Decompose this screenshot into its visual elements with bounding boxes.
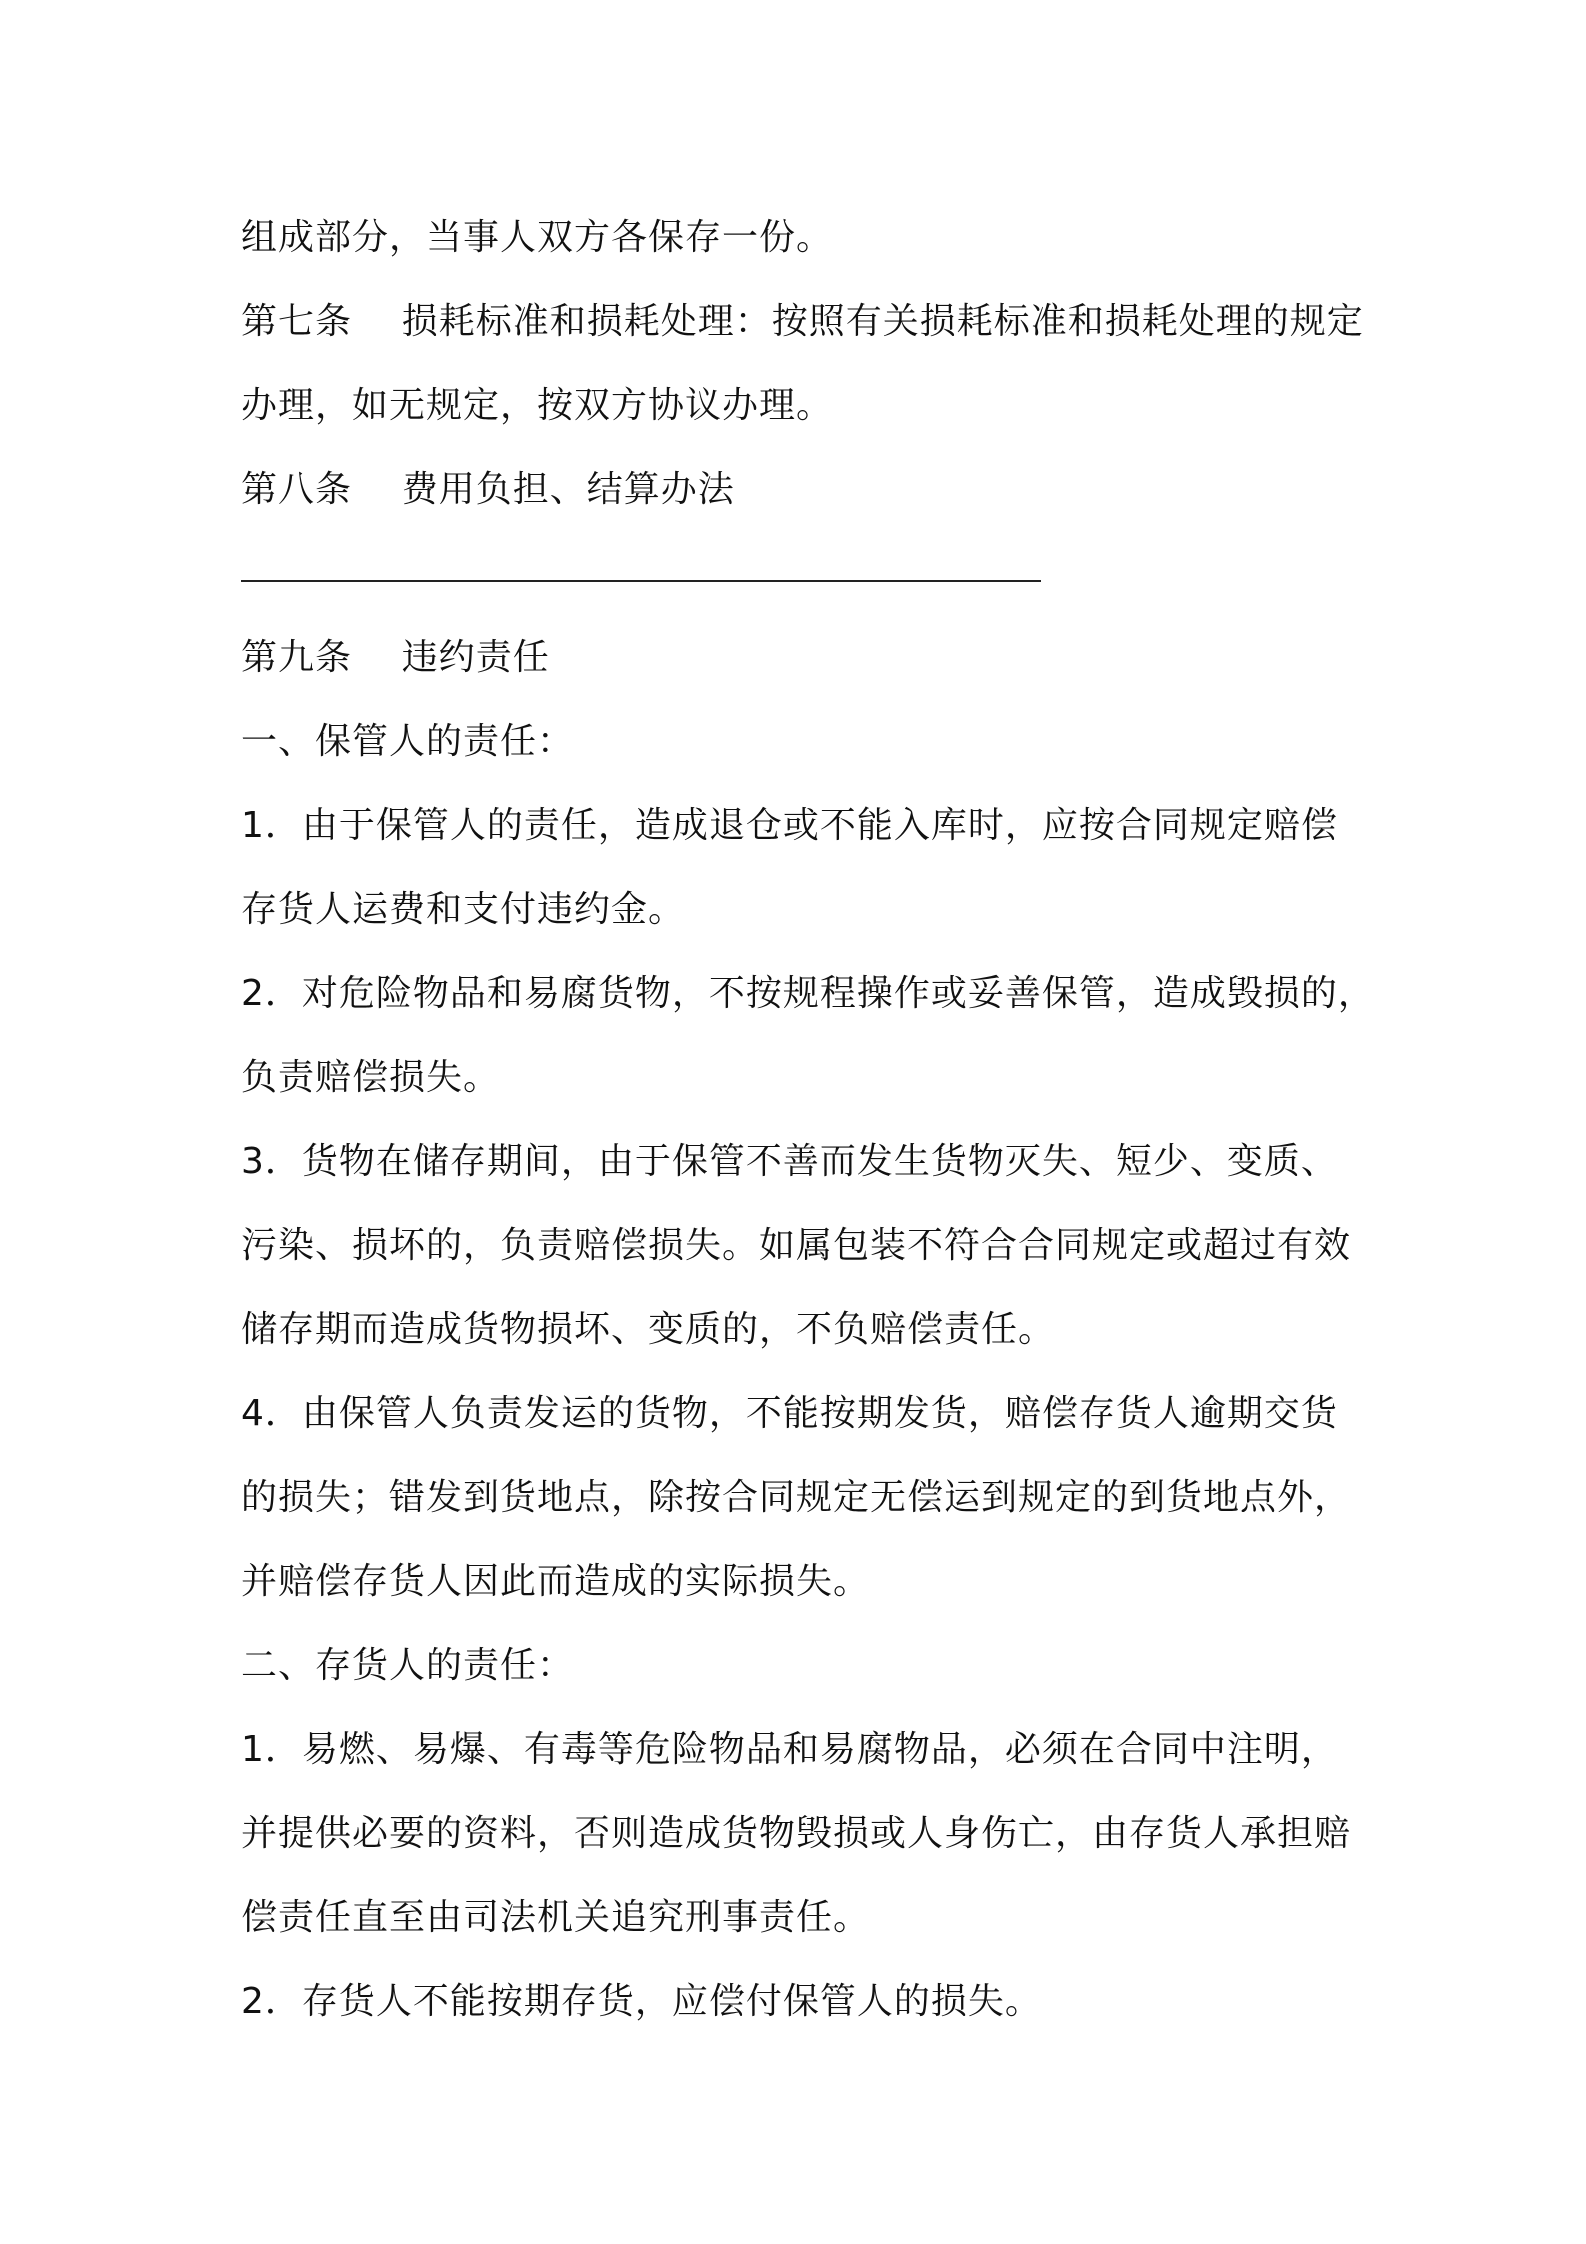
- text-line: 并赔偿存货人因此而造成的实际损失。: [241, 1561, 871, 1602]
- text-line: 并提供必要的资料，否则造成货物毁损或人身伤亡，由存货人承担赔: [241, 1813, 1352, 1854]
- text-line: 3．货物在储存期间，由于保管不善而发生货物灭失、短少、变质、: [241, 1141, 1338, 1182]
- blank-fill-line: [241, 580, 1041, 582]
- text-line: 存货人运费和支付违约金。: [241, 889, 686, 930]
- text-line: 储存期而造成货物损坏、变质的，不负赔偿责任。: [241, 1309, 1056, 1350]
- article-9-heading: 第九条 违约责任: [241, 637, 550, 678]
- document-body: [241, 196, 1375, 2044]
- text-line: 2．对危险物品和易腐货物，不按规程操作或妥善保管，造成毁损的，: [241, 973, 1375, 1014]
- article-7-line: 第七条 损耗标准和损耗处理：按照有关损耗标准和损耗处理的规定: [241, 301, 1364, 342]
- text-line: 1．由于保管人的责任，造成退仓或不能入库时，应按合同规定赔偿: [241, 805, 1338, 846]
- text-line: 2．存货人不能按期存货，应偿付保管人的损失。: [241, 1981, 1042, 2022]
- text-line: 办理，如无规定，按双方协议办理。: [241, 385, 834, 426]
- text-line: 偿责任直至由司法机关追究刑事责任。: [241, 1897, 871, 1938]
- text-line: 负责赔偿损失。: [241, 1057, 501, 1098]
- article-8-heading: 第八条 费用负担、结算办法: [241, 469, 735, 510]
- text-line: 污染、损坏的，负责赔偿损失。如属包装不符合合同规定或超过有效: [241, 1225, 1352, 1266]
- text-line: 的损失；错发到货地点，除按合同规定无偿运到规定的到货地点外，: [241, 1477, 1352, 1518]
- text-line: 1．易燃、易爆、有毒等危险物品和易腐物品，必须在合同中注明，: [241, 1729, 1338, 1770]
- section-heading-depositor: 二、存货人的责任：: [241, 1645, 575, 1686]
- text-line: 组成部分，当事人双方各保存一份。: [241, 217, 834, 258]
- text-line: 4．由保管人负责发运的货物，不能按期发货，赔偿存货人逾期交货: [241, 1393, 1338, 1434]
- section-heading-custodian: 一、保管人的责任：: [241, 721, 575, 762]
